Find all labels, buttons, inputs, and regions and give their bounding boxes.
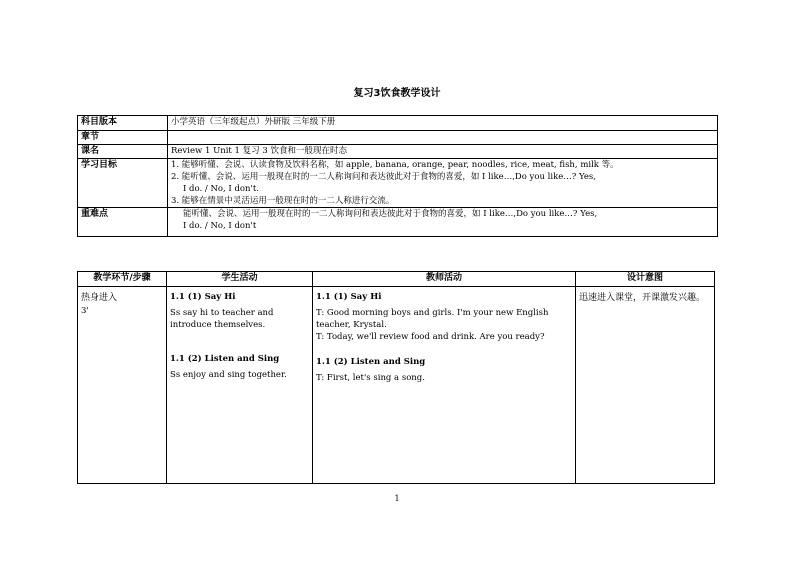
document-title: 复习3饮食教学设计 <box>353 88 441 99</box>
objective-line: 2. 能听懂、会说、运用一般现在时的一二人称询问和表达彼此对于食物的喜爱，如 I like…,Do you like…? Yes, <box>171 172 596 182</box>
step-name: 热身进入 <box>81 293 118 303</box>
info-label: 科目版本 <box>78 116 168 131</box>
plan-header-row <box>78 272 715 287</box>
info-label: 章节 <box>78 131 168 145</box>
teacher-line: T: First, let's sing a song. <box>316 373 425 383</box>
student-line: Ss enjoy and sing together. <box>170 370 287 380</box>
info-table <box>77 115 718 237</box>
info-row-chapter <box>78 131 718 145</box>
header-teacher: 教师活动 <box>313 272 576 287</box>
teacher-line: T: Good morning boys and girls. I'm your new English <box>316 308 549 318</box>
student-section-title: 1.1 (2) Listen and Sing <box>170 354 280 364</box>
lesson-plan-table <box>77 271 715 484</box>
teacher-line: T: Today, we'll review food and drink. Are you ready? <box>316 332 545 342</box>
plan-row-warmup <box>78 287 715 484</box>
student-activity-cell <box>167 287 313 484</box>
student-line: Ss say hi to teacher and <box>170 308 274 318</box>
info-label: 学习目标 <box>78 159 168 208</box>
teacher-line: teacher, Krystal. <box>316 320 387 330</box>
info-row-subject <box>78 116 718 131</box>
info-row-lesson <box>78 145 718 159</box>
objective-line: 1. 能够听懂、会说、认读食物及饮料名称，如 apple, banana, orange, pear, noodles, rice, meat, fish, milk 等。 <box>171 160 619 170</box>
info-value: 小学英语（三年级起点）外研版 三年级下册 <box>168 116 718 131</box>
info-row-objectives <box>78 159 718 208</box>
info-value: Review 1 Unit 1 复习 3 饮食和一般现在时态 <box>168 145 718 159</box>
page-number: 1 <box>394 494 400 503</box>
header-student: 学生活动 <box>167 272 313 287</box>
info-row-key-points <box>78 208 718 237</box>
info-value <box>168 208 718 237</box>
key-point-line: 能听懂、会说、运用一般现在时的一二人称询问和表达彼此对于食物的喜爱，如 I like…,Do you like…? Yes, <box>183 209 598 219</box>
info-value <box>168 131 718 145</box>
info-label: 重难点 <box>78 208 168 237</box>
step-cell <box>78 287 167 484</box>
design-intent-cell: 迅速进入课堂，开课激发兴趣。 <box>576 287 715 484</box>
key-point-line: I do. / No, I don't <box>183 221 257 231</box>
teacher-section-title: 1.1 (2) Listen and Sing <box>316 357 426 367</box>
student-line: introduce themselves. <box>170 320 266 330</box>
header-design: 设计意图 <box>576 272 715 287</box>
student-section-title: 1.1 (1) Say Hi <box>170 292 236 302</box>
teacher-section-title: 1.1 (1) Say Hi <box>316 292 382 302</box>
step-time: 3' <box>81 306 89 316</box>
info-value <box>168 159 718 208</box>
header-step: 教学环节/步骤 <box>78 272 167 287</box>
teacher-activity-cell <box>313 287 576 484</box>
objective-line: I do. / No, I don't. <box>183 184 259 194</box>
info-label: 课名 <box>78 145 168 159</box>
objective-line: 3. 能够在情景中灵活运用一般现在时的一二人称进行交流。 <box>171 196 395 206</box>
